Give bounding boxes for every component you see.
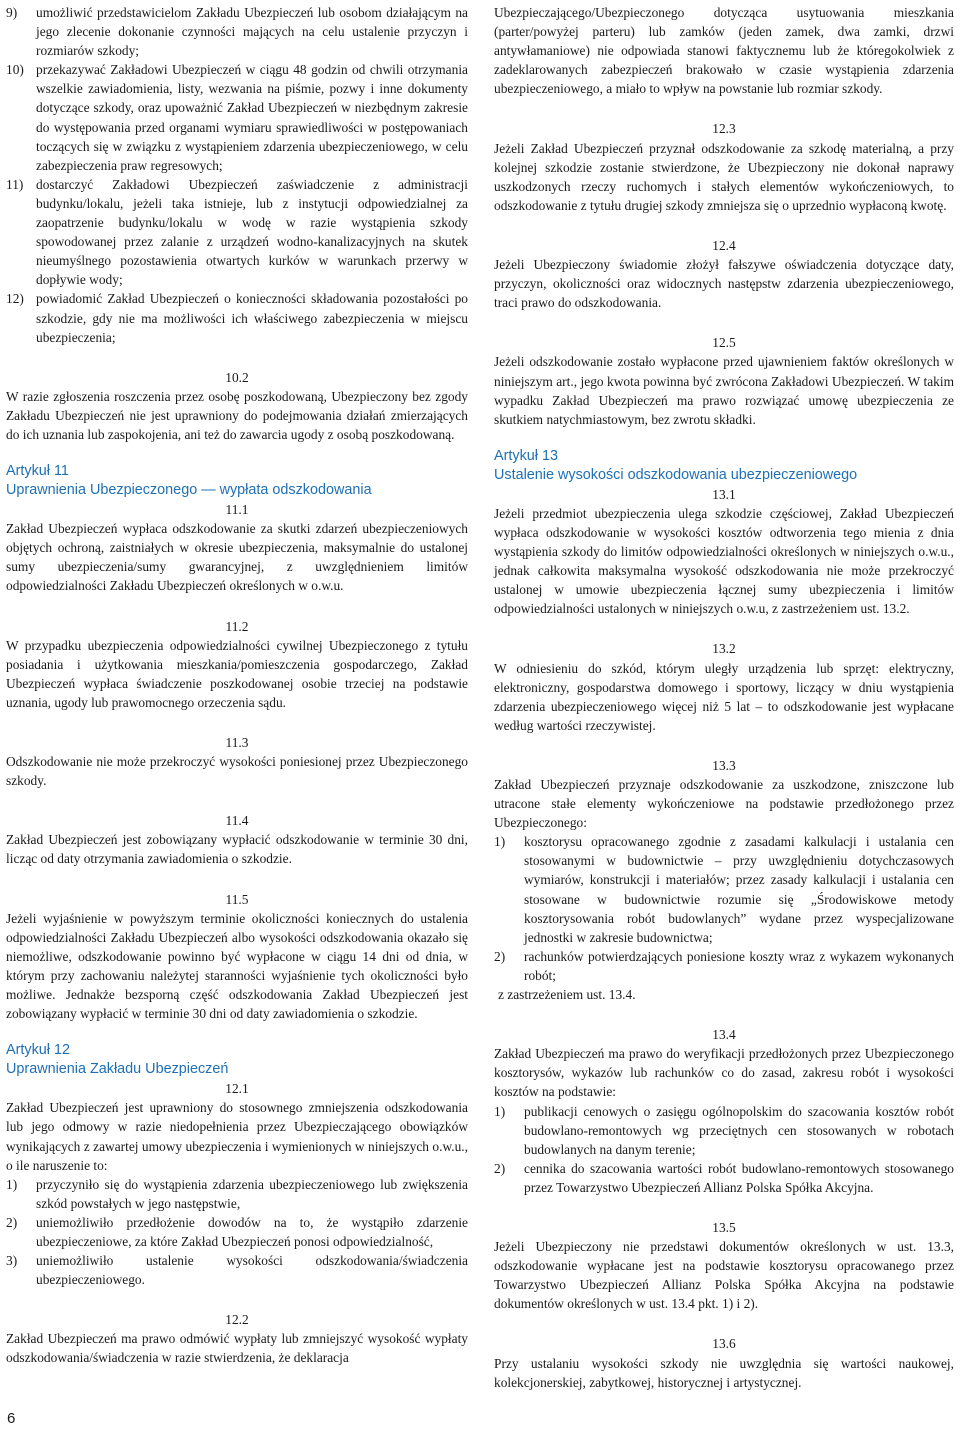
section-text-12-1: Zakład Ubezpieczeń jest uprawniony do stosownego zmniejszenia odszkodowania lub jego odmowy w razie niedopełnienia przez Ubezpieczającego obowiązków wynikających z zawartej umowy ubezpieczenia i wymienionych w niniejszych o.w.u., o ile naruszenie to: <box>6 1100 468 1173</box>
list-item: 3) uniemożliwiło ustalenie wysokości odszkodowania/świadczenia ubezpieczeniowego. <box>6 1253 468 1288</box>
article-11-title: Artykuł 11 <box>6 463 69 480</box>
list-item: 1) przyczyniło się do wystąpienia zdarzenia ubezpieczeniowego lub zwiększenia szkód powstałych w jego następstwie, <box>6 1176 468 1211</box>
section-number-11-2: 11.2 <box>225 618 249 634</box>
article-12-title: Artykuł 12 <box>6 1042 70 1059</box>
list-item: 10) przekazywać Zakładowi Ubezpieczeń w ciągu 48 godzin od chwili otrzymania wszelkie zawiadomienia, listy, wezwania na piśmie, pozwy i inne dokumenty dotyczące szkody, oraz upoważnić Zakład Ubezpieczeń w niezbędnym zakresie do występowania przed organami wymiaru sprawiedliwości w postępowaniach toczących się w związku z wystąpieniem zdarzenia ubezpieczeniowego, w celu zabezpieczenia praw regresowych; <box>6 62 468 173</box>
section-text-11-5: Jeżeli wyjaśnienie w powyższym terminie okoliczności koniecznych do ustalenia odpowiedzialności Zakładu Ubezpieczeń albo wysokości odszkodowania okazało się niemożliwe, odszkodowanie powinno być wypłacone w ciągu 14 dni od dnia, w którym przy zachowaniu należytej staranności wyjaśnienie tych okoliczności było możliwe. Jednakże bezsporną część odszkodowania Zakład Ubezpieczeń jest zobowiązany wypłacić w terminie 30 dni od daty zawiadomienia o szkodzie. <box>6 910 468 1022</box>
section-number-12-2: 12.2 <box>225 1312 249 1328</box>
section-number-12-3: 12.3 <box>712 121 736 137</box>
list-item: 2) cennika do szacowania wartości robót budowlano-remontowych stosowanego przez Towarzystwo Ubezpieczeń Allianz Polska Spółka Akcyjna. <box>494 1160 954 1195</box>
section-number-12-4: 12.4 <box>712 237 736 253</box>
article-12-subtitle: Uprawnienia Zakładu Ubezpieczeń <box>6 1061 229 1078</box>
section-text-11-3: Odszkodowanie nie może przekroczyć wysokości poniesionej przez Ubezpieczonego szkody. <box>6 754 468 789</box>
section-number-11-3: 11.3 <box>225 735 249 750</box>
section-number-10-2: 10.2 <box>225 369 249 385</box>
article-13-subtitle: Ustalenie wysokości odszkodowania ubezpieczeniowego <box>494 466 858 483</box>
article-11-subtitle: Uprawnienia Ubezpieczonego — wypłata odszkodowania <box>6 482 372 499</box>
left-column <box>6 3 468 1368</box>
list-item: 2) uniemożliwiło przedłożenie dowodów na to, że wystąpiło zdarzenie ubezpieczeniowe, za które Zakład Ubezpieczeń ponosi odpowiedzialność, <box>6 1214 468 1249</box>
section-number-11-1: 11.1 <box>225 502 249 518</box>
section-number-13-3: 13.3 <box>712 757 736 773</box>
section-13-3-note: z zastrzeżeniem ust. 13.4. <box>498 987 636 1003</box>
section-text-13-1: Jeżeli przedmiot ubezpieczenia ulega szkodzie częściowej, Zakład Ubezpieczeń wypłaca odszkodowanie w wysokości kosztów odtworzenia tego mienia z dnia wystąpienia szkody do limitów odpowiedzialności określonych w niniejszych o.w.u., jednak całkowita maksymalna wysokość odszkodowania nie może przekroczyć ustalonej w umowie ubezpieczenia łącznej sumy ubezpieczenia i limitów odpowiedzialności ustalonych w niniejszych o.w.u, z zastrzeżeniem ust. 13.2. <box>494 505 954 617</box>
section-number-12-5: 12.5 <box>712 335 736 351</box>
section-text-12-3: Jeżeli Zakład Ubezpieczeń przyznał odszkodowanie za szkodę materialną, a przy kolejnej szkodzie zostanie stwierdzone, że Ubezpieczony nie dokonał naprawy uszkodzonych rzeczy ruchomych i stałych elementów wykończeniowych, to odszkodowanie z tytułu drugiej szkody zmniejsza się o uprzednio wypłaconą kwotę. <box>494 140 954 213</box>
page-number: 6 <box>7 1410 16 1427</box>
section-text-12-2: Zakład Ubezpieczeń ma prawo odmówić wypłaty lub zmniejszyć wysokość wypłaty odszkodowania/świadczenia w razie stwierdzenia, że deklaracja <box>6 1331 468 1366</box>
section-number-13-6: 13.6 <box>712 1336 736 1352</box>
section-text-13-5: Jeżeli Ubezpieczony nie przedstawi dokumentów określonych w ust. 13.3, odszkodowanie wypłacane jest na podstawie kosztorysu opracowanego przez Towarzystwo Ubezpieczeń Allianz Polska Spółka Akcyjna na podstawie dokumentów określonych w ust. 13.4 pkt. 1) i 2). <box>494 1239 954 1312</box>
section-number-11-4: 11.4 <box>225 813 249 829</box>
section-12-1-list <box>6 1175 468 1290</box>
list-item: 2) rachunków potwierdzających poniesione koszty wraz z wykazem wykonanych robót; <box>494 948 954 983</box>
article-13-title: Artykuł 13 <box>494 447 558 464</box>
obligations-list <box>6 3 468 347</box>
section-text-12-5: Jeżeli odszkodowanie zostało wypłacone przed ujawnieniem faktów określonych w niniejszym art., jego kwota powinna być zwrócona Zakładowi Ubezpieczeń. W takim wypadku Zakład Ubezpieczeń ma prawo rozwiązać umowę ubezpieczenia ze skutkiem natychmiastowym, bez zwrotu składki. <box>494 354 954 427</box>
section-number-12-1: 12.1 <box>225 1081 249 1097</box>
section-number-11-5: 11.5 <box>225 891 249 907</box>
section-text-11-2: W przypadku ubezpieczenia odpowiedzialności cywilnej Ubezpieczonego z tytułu posiadania i użytkowania mieszkania/pomieszczenia gospodarczego, Zakład Ubezpieczeń wypłaca świadczenie poszkodowanej osobie trzeciej na podstawie uznania, ugody lub prawomocnego orzeczenia sądu. <box>6 637 468 710</box>
section-text-10-2: W razie zgłoszenia roszczenia przez osobę poszkodowaną, Ubezpieczony bez zgody Zakładu Ubezpieczeń nie jest uprawniony do podejmowania działań zmierzających do ich uznania lub zaspokojenia, ani też do zawarcia ugody z osobą poszkodowaną. <box>6 388 468 442</box>
section-text-13-2: W odniesieniu do szkód, którym uległy urządzenia lub sprzęt: elektryczny, elektroniczny, gospodarstwa domowego i sportowy, liczący w dniu wystąpienia zdarzenia ubezpieczeniowego więcej niż 5 lat – to odszkodowanie jest wypłacane według wartości rzeczywistej. <box>494 660 954 733</box>
list-item: 9) umożliwić przedstawicielom Zakładu Ubezpieczeń lub osobom działającym na jego zlecenie dokonanie czynności mających na celu ustalenie przyczyn i rozmiarów szkody; <box>6 5 468 59</box>
section-number-13-1: 13.1 <box>712 486 736 502</box>
section-text-13-6: Przy ustalaniu wysokości szkody nie uwzględnia się wartości naukowej, kolekcjonerskiej, zabytkowej, historycznej i artystycznej. <box>494 1355 954 1390</box>
section-number-13-4: 13.4 <box>712 1027 736 1043</box>
right-column <box>494 3 954 1392</box>
section-text-13-4: Zakład Ubezpieczeń ma prawo do weryfikacji przedłożonych przez Ubezpieczonego kosztorysów, wykazów lub rachunków co do zasad, zakresu robót i wysokości kosztów na podstawie: <box>494 1046 954 1100</box>
section-text-12-4: Jeżeli Ubezpieczony świadomie złożył fałszywe oświadczenia dotyczące daty, przyczyn, okoliczności oraz widocznych następstw zdarzenia ubezpieczeniowego, traci prawo do odszkodowania. <box>494 257 954 311</box>
section-number-13-5: 13.5 <box>712 1219 736 1235</box>
section-text-11-1: Zakład Ubezpieczeń wypłaca odszkodowanie za skutki zdarzeń ubezpieczeniowych objętych ochroną, zaistniałych w okresie ubezpieczenia, maksymalnie do ustalonej sumy ubezpieczenia/sumy gwarancyjnej, z uwzględnieniem limitów odpowiedzialności Zakładu Ubezpieczeń określonych w o.w.u. <box>6 521 468 594</box>
list-item: 1) kosztorysu opracowanego zgodnie z zasadami kalkulacji i ustalania cen stosowanymi w budownictwie – przy uwzględnieniu dotychczasowych wymiarów, konstrukcji i materiałów; przez zasady kalkulacji i ustalania cen stosowane w budownictwie rozumie się „Środowiskowe metody kosztorysowania robót budowlanych” wydane przez wyspecjalizowane jednostki w zakresie budownictwa; <box>494 834 954 945</box>
list-item: 1) publikacji cenowych o zasięgu ogólnopolskim do szacowania kosztów robót budowlano-remontowych wg przeciętnych cen stosowanych w robotach budowlanych na danym terenie; <box>494 1103 954 1157</box>
section-number-13-2: 13.2 <box>712 641 736 657</box>
section-text-13-3: Zakład Ubezpieczeń przyznaje odszkodowanie za uszkodzone, zniszczone lub utracone stałe elementy wykończeniowe na podstawie przedłożonego przez Ubezpieczonego: <box>494 777 954 831</box>
section-13-4-list <box>494 1102 954 1197</box>
section-text-11-4: Zakład Ubezpieczeń jest zobowiązany wypłacić odszkodowanie w terminie 30 dni, licząc od daty otrzymania zawiadomienia o szkodzie. <box>6 832 468 867</box>
continued-text: Ubezpieczającego/Ubezpieczonego dotycząca usytuowania mieszkania (parter/powyżej parteru) lub zamków (jeden zamek, dwa zamki, drzwi antywłamaniowe) nie odpowiada stanowi faktycznemu lub że któregokolwiek z zadeklarowanych zabezpieczeń brakowało w czasie wystąpienia zdarzenia ubezpieczeniowego, a miało to wpływ na powstanie lub rozmiar szkody. <box>494 5 954 97</box>
list-item: 12) powiadomić Zakład Ubezpieczeń o konieczności składowania pozostałości po szkodzie, gdy nie ma możliwości ich właściwego zabezpieczenia w miejscu ubezpieczenia; <box>6 291 468 345</box>
section-13-3-list <box>494 832 954 985</box>
list-item: 11) dostarczyć Zakładowi Ubezpieczeń zaświadczenie z administracji budynku/lokalu, jeżeli taka istnieje, lub z instytucji odpowiedzialnej za zaopatrzenie budynku/lokalu w wodę w razie wystąpienia szkody spowodowanej przez zalanie z urządzeń wodno-kanalizacyjnych na skutek nieumyślnego pozostawienia otwartych kurków w warunkach przerwy w dopływie wody; <box>6 176 468 288</box>
